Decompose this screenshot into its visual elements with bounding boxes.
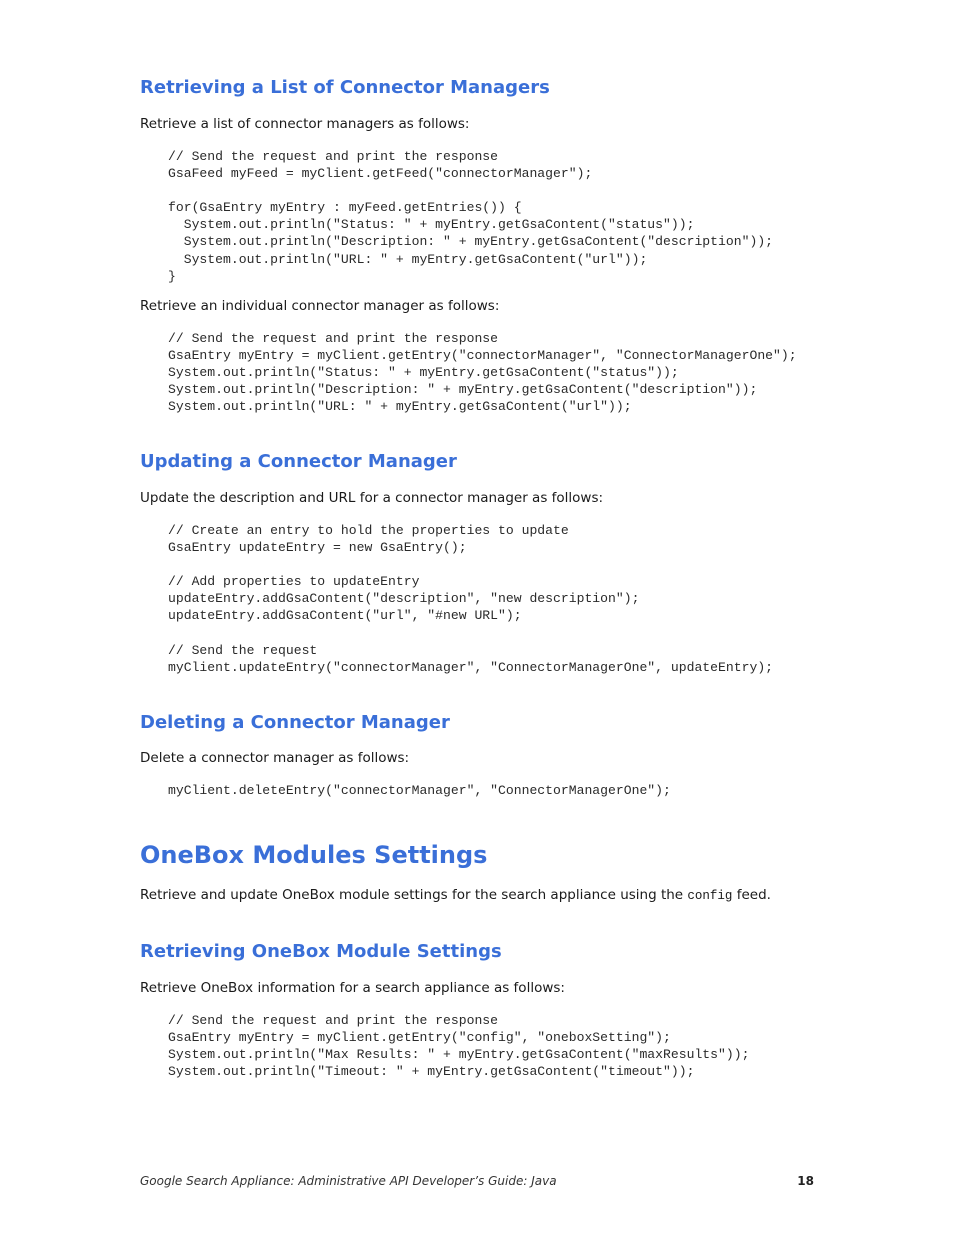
paragraph-update: Update the description and URL for a connector manager as follows:: [140, 490, 604, 506]
code-block-retrieve-list: // Send the request and print the response GsaFeed myFeed = myClient.getFeed("connectorManager"); for(GsaEntry myEntry : myFeed.getEntries()) { System.out.println("Status: " + myEntry.getGsaContent("status")); System.out.println("Description: " + myEntry.getGsaContent("description")); System.out.println("URL: " + myEntry.getGsaContent("url")); }: [168, 149, 774, 284]
footer-document-title: Google Search Appliance: Administrative API Developer’s Guide: Java: [140, 1174, 557, 1188]
heading-updating: Updating a Connector Manager: [140, 451, 457, 472]
code-block-retrieve-individual: // Send the request and print the response GsaEntry myEntry = myClient.getEntry("connectorManager", "ConnectorManagerOne"); System.out.println("Status: " + myEntry.getGsaContent("status")); System.out.println("Description: " + myEntry.getGsaContent("description")); System.out.println("URL: " + myEntry.getGsaContent("url"));: [168, 331, 797, 415]
paragraph-delete: Delete a connector manager as follows:: [140, 750, 410, 766]
paragraph-retrieve-individual: Retrieve an individual connector manager as follows:: [140, 298, 500, 314]
code-block-delete: myClient.deleteEntry("connectorManager", "ConnectorManagerOne");: [168, 783, 671, 798]
heading-deleting: Deleting a Connector Manager: [140, 712, 450, 733]
code-block-update: // Create an entry to hold the properties to update GsaEntry updateEntry = new GsaEntry(); // Add properties to updateEntry updateEntry.addGsaContent("description", "new description"); updateEntry.addGsaContent("url", "#new URL"); // Send the request myClient.updateEntry("connectorManager", "ConnectorManagerOne", updateEntry);: [168, 523, 774, 675]
heading-retrieving-list: Retrieving a List of Connector Managers: [140, 77, 550, 98]
footer-page-number: 18: [797, 1174, 814, 1188]
onebox-intro-tail: feed.: [732, 887, 771, 903]
heading-retrieving-onebox: Retrieving OneBox Module Settings: [140, 941, 502, 962]
code-block-retrieve-onebox: // Send the request and print the response GsaEntry myEntry = myClient.getEntry("config", "oneboxSetting"); System.out.println("Max Results: " + myEntry.getGsaContent("maxResults")); System.out.println("Timeout: " + myEntry.getGsaContent("timeout"));: [168, 1013, 750, 1080]
paragraph-retrieve-onebox: Retrieve OneBox information for a search appliance as follows:: [140, 980, 565, 996]
onebox-intro-text: Retrieve and update OneBox module settings for the search appliance using the: [140, 887, 688, 903]
paragraph-onebox: [140, 887, 771, 903]
heading-onebox-settings: OneBox Modules Settings: [140, 841, 488, 869]
config-feed-code: config: [687, 889, 733, 903]
paragraph-retrieve-list: Retrieve a list of connector managers as follows:: [140, 116, 470, 132]
